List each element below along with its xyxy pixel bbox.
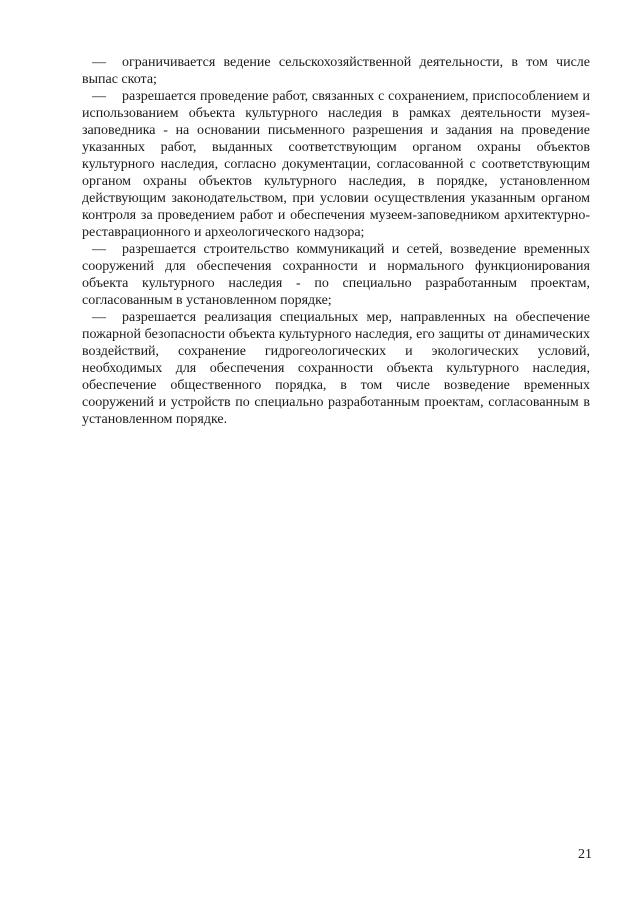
document-body <box>82 54 590 428</box>
list-item <box>82 309 590 428</box>
paragraph-text: разрешается проведение работ, связанных с сохранением, приспособлением и использованием объекта культурного наследия в рамках деятельности музея-заповедника - на основании письменного разрешения и задания на проведение указанных работ, выданных соответствующим органом охраны объектов культурного наследия, согласно документации, согласованной с соответствующим органом охраны объектов культурного наследия, в порядке, установленном действующим законодательством, при условии осуществления указанным органом контроля за проведением работ и обеспечения музеем-заповедником архитектурно-реставрационного и археологического надзора; <box>82 89 590 240</box>
list-item <box>82 88 590 241</box>
list-dash: — <box>92 55 106 70</box>
list-dash: — <box>92 242 106 257</box>
paragraph-text: разрешается реализация специальных мер, направленных на обеспечение пожарной безопасности объекта культурного наследия, его защиты от динамических воздействий, сохранение гидрогеологических и экологических условий, необходимых для обеспечения сохранности объекта культурного наследия, обеспечение общественного порядка, в том числе возведение временных сооружений и устройств по специально разработанным проектам, согласованным в установленном порядке. <box>82 310 590 427</box>
paragraph-text: ограничивается ведение сельскохозяйственной деятельности, в том числе выпас скота; <box>82 55 590 87</box>
list-dash: — <box>92 89 106 104</box>
paragraph-text: разрешается строительство коммуникаций и сетей, возведение временных сооружений для обеспечения сохранности и нормального функционирования объекта культурного наследия - по специально разработанным проектам, согласованным в установленном порядке; <box>82 242 590 308</box>
list-dash: — <box>92 310 106 325</box>
page-number: 21 <box>578 847 592 862</box>
list-item <box>82 54 590 88</box>
list-item <box>82 241 590 309</box>
